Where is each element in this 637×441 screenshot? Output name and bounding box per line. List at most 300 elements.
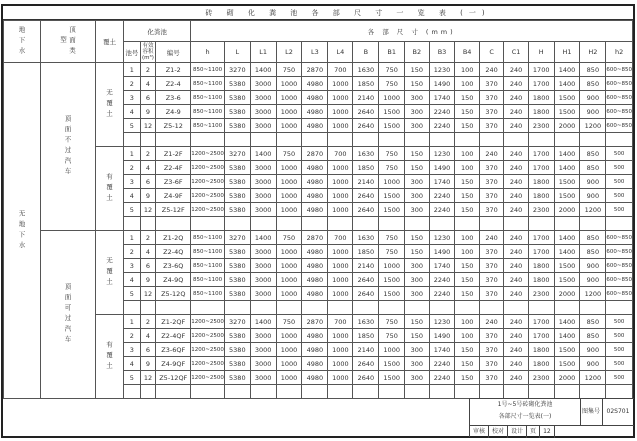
atlas-number: 02S701 bbox=[606, 408, 630, 415]
cell: 240 bbox=[504, 161, 528, 175]
cell: 5380 bbox=[224, 259, 250, 273]
cell: Z2-4Q bbox=[156, 245, 191, 259]
cell: 1740 bbox=[429, 91, 455, 105]
cell bbox=[580, 217, 606, 231]
cell bbox=[528, 217, 554, 231]
cell: Z3-6 bbox=[156, 91, 191, 105]
cell: 850 bbox=[580, 315, 606, 329]
cell: 3 bbox=[124, 259, 141, 273]
cell: 2640 bbox=[353, 357, 379, 371]
cell: 5 bbox=[124, 203, 141, 217]
cell: 370 bbox=[479, 203, 503, 217]
cell: Z1-2F bbox=[156, 147, 191, 161]
cell: 300 bbox=[405, 91, 429, 105]
cell: 4 bbox=[140, 161, 156, 175]
cell: 2000 bbox=[554, 287, 580, 301]
cell bbox=[429, 217, 455, 231]
cell: 1200~2500 bbox=[191, 189, 225, 203]
cell: 150 bbox=[455, 287, 479, 301]
cell: 9 bbox=[140, 357, 156, 371]
cell: 1000 bbox=[276, 371, 302, 385]
cell: 3270 bbox=[224, 147, 250, 161]
cell: 850~1100 bbox=[191, 273, 225, 287]
cell: 4980 bbox=[302, 189, 328, 203]
cell bbox=[224, 217, 250, 231]
cell: 3270 bbox=[224, 315, 250, 329]
cover-label: 无覆土 bbox=[96, 63, 124, 147]
cell: 300 bbox=[405, 175, 429, 189]
cell: 1400 bbox=[554, 77, 580, 91]
cell: 500 bbox=[606, 343, 633, 357]
table-row bbox=[4, 147, 633, 161]
cell: 100 bbox=[455, 231, 479, 245]
cell: 2 bbox=[140, 63, 156, 77]
cell: 150 bbox=[405, 77, 429, 91]
cell: 1400 bbox=[554, 161, 580, 175]
cell: 1000 bbox=[276, 203, 302, 217]
cell: 750 bbox=[276, 231, 302, 245]
cell: 1200~2500 bbox=[191, 371, 225, 385]
cell: 1800 bbox=[528, 273, 554, 287]
cell: 1200~2500 bbox=[191, 315, 225, 329]
cell: 1700 bbox=[528, 77, 554, 91]
cell: 2 bbox=[140, 231, 156, 245]
cell: 1740 bbox=[429, 343, 455, 357]
cover-label: 无覆土 bbox=[96, 231, 124, 315]
review-label: 审核 bbox=[470, 426, 489, 438]
cell: 370 bbox=[479, 371, 503, 385]
cell: 2240 bbox=[429, 357, 455, 371]
cell: 1700 bbox=[528, 329, 554, 343]
cell: 4 bbox=[124, 105, 141, 119]
cell: 4980 bbox=[302, 77, 328, 91]
cell bbox=[124, 133, 141, 147]
cell: 500 bbox=[606, 189, 633, 203]
cell: 700 bbox=[328, 63, 353, 77]
cell: 500 bbox=[606, 203, 633, 217]
cell: 1500 bbox=[379, 189, 405, 203]
cell: 370 bbox=[479, 119, 503, 133]
cell bbox=[276, 301, 302, 315]
cell: 1850 bbox=[353, 77, 379, 91]
cell: 1700 bbox=[528, 315, 554, 329]
cell: 1500 bbox=[554, 105, 580, 119]
cell: 500 bbox=[606, 315, 633, 329]
cell: 370 bbox=[479, 161, 503, 175]
cell: 2 bbox=[124, 245, 141, 259]
cell: 600~850 bbox=[606, 119, 633, 133]
cell: 1400 bbox=[554, 329, 580, 343]
cell: 370 bbox=[479, 343, 503, 357]
groundwater-label: 无地下水 bbox=[4, 63, 41, 399]
cell: 100 bbox=[455, 329, 479, 343]
cell bbox=[554, 217, 580, 231]
cell: 4 bbox=[140, 245, 156, 259]
cell bbox=[405, 301, 429, 315]
cell: 150 bbox=[405, 147, 429, 161]
cell: 150 bbox=[455, 357, 479, 371]
header-volume: 有效容积(m³) bbox=[142, 43, 154, 61]
cell: 850 bbox=[580, 231, 606, 245]
cell: 3 bbox=[124, 343, 141, 357]
cell: 750 bbox=[379, 329, 405, 343]
header-pool-no: 池号 bbox=[124, 42, 141, 63]
cell: 4980 bbox=[302, 357, 328, 371]
cell: Z3-6QF bbox=[156, 343, 191, 357]
cell: 700 bbox=[328, 147, 353, 161]
cell: 750 bbox=[276, 315, 302, 329]
cell: 370 bbox=[479, 77, 503, 91]
cell: 2640 bbox=[353, 287, 379, 301]
cell: 1800 bbox=[528, 91, 554, 105]
cell: 850 bbox=[580, 147, 606, 161]
cell: 850~1100 bbox=[191, 259, 225, 273]
cell bbox=[302, 301, 328, 315]
cell: 1000 bbox=[328, 357, 353, 371]
cell: 1400 bbox=[554, 315, 580, 329]
cell bbox=[528, 133, 554, 147]
cell: 5380 bbox=[224, 343, 250, 357]
cell: 5380 bbox=[224, 203, 250, 217]
cell: 1400 bbox=[554, 231, 580, 245]
cell: 900 bbox=[580, 105, 606, 119]
cell: 2870 bbox=[302, 63, 328, 77]
cell: 5 bbox=[124, 287, 141, 301]
cell: 1400 bbox=[250, 63, 276, 77]
cell: 750 bbox=[276, 147, 302, 161]
cell: 4980 bbox=[302, 175, 328, 189]
cell bbox=[156, 301, 191, 315]
cell bbox=[353, 301, 379, 315]
cell: 4980 bbox=[302, 245, 328, 259]
header-dim-16: h2 bbox=[606, 42, 633, 63]
cell: 4980 bbox=[302, 105, 328, 119]
cell: 600~850 bbox=[606, 63, 633, 77]
cell: 1630 bbox=[353, 315, 379, 329]
cell: 5380 bbox=[224, 175, 250, 189]
cell bbox=[353, 133, 379, 147]
cell: 1490 bbox=[429, 161, 455, 175]
cell: 4980 bbox=[302, 273, 328, 287]
cell: 2240 bbox=[429, 287, 455, 301]
cell: 2870 bbox=[302, 315, 328, 329]
cell: 150 bbox=[455, 105, 479, 119]
cell: 1500 bbox=[379, 105, 405, 119]
cell bbox=[606, 301, 633, 315]
cell: 1000 bbox=[328, 245, 353, 259]
cell: 100 bbox=[455, 161, 479, 175]
cell: 2140 bbox=[353, 259, 379, 273]
cell: 12 bbox=[140, 371, 156, 385]
cell: 1800 bbox=[528, 259, 554, 273]
cell: 100 bbox=[455, 63, 479, 77]
cell: 1200 bbox=[580, 119, 606, 133]
cell bbox=[580, 133, 606, 147]
cell: 1740 bbox=[429, 175, 455, 189]
cell: 1000 bbox=[328, 161, 353, 175]
cell bbox=[191, 301, 225, 315]
cell: 5380 bbox=[224, 371, 250, 385]
cell: 1850 bbox=[353, 245, 379, 259]
cell: 1000 bbox=[379, 343, 405, 357]
cell: 2300 bbox=[528, 119, 554, 133]
cell: 5380 bbox=[224, 105, 250, 119]
cell: 500 bbox=[606, 371, 633, 385]
cell: 1 bbox=[124, 315, 141, 329]
cell: 6 bbox=[140, 343, 156, 357]
cell: 850 bbox=[580, 329, 606, 343]
cell: 5380 bbox=[224, 287, 250, 301]
cell: 240 bbox=[479, 231, 503, 245]
cell bbox=[405, 217, 429, 231]
cell: 2 bbox=[140, 315, 156, 329]
cell: 1200~2500 bbox=[191, 357, 225, 371]
cell: 750 bbox=[379, 161, 405, 175]
cell: 9 bbox=[140, 189, 156, 203]
cell: 1000 bbox=[276, 287, 302, 301]
cell: 6 bbox=[140, 175, 156, 189]
cell bbox=[479, 301, 503, 315]
cell: 500 bbox=[606, 329, 633, 343]
header-dim-12: C1 bbox=[504, 42, 528, 63]
cell: 1000 bbox=[328, 343, 353, 357]
cell: 850~1100 bbox=[191, 231, 225, 245]
header-dim-8: B2 bbox=[405, 42, 429, 63]
cell bbox=[455, 217, 479, 231]
cell: Z2-4QF bbox=[156, 329, 191, 343]
header-dim-3: L2 bbox=[276, 42, 302, 63]
cell: 900 bbox=[580, 91, 606, 105]
cell: 500 bbox=[606, 161, 633, 175]
cell: 2300 bbox=[528, 287, 554, 301]
cell bbox=[455, 133, 479, 147]
cell bbox=[302, 217, 328, 231]
cell bbox=[124, 301, 141, 315]
cell: Z5-12Q bbox=[156, 287, 191, 301]
cell bbox=[302, 133, 328, 147]
cell: 150 bbox=[405, 63, 429, 77]
cell: 1500 bbox=[379, 287, 405, 301]
cell: 300 bbox=[405, 203, 429, 217]
cell: Z2-4F bbox=[156, 161, 191, 175]
cell: 240 bbox=[504, 105, 528, 119]
cell: 2240 bbox=[429, 105, 455, 119]
cell bbox=[191, 217, 225, 231]
header-dim-7: B1 bbox=[379, 42, 405, 63]
cell: 4980 bbox=[302, 91, 328, 105]
cell: 100 bbox=[455, 315, 479, 329]
header-dim-6: B bbox=[353, 42, 379, 63]
cell: 1230 bbox=[429, 315, 455, 329]
cell: 6 bbox=[140, 259, 156, 273]
cell: 1630 bbox=[353, 147, 379, 161]
cell: 2140 bbox=[353, 91, 379, 105]
cell: 2240 bbox=[429, 273, 455, 287]
cell: 3000 bbox=[250, 175, 276, 189]
cell bbox=[580, 301, 606, 315]
cell: 4980 bbox=[302, 371, 328, 385]
cell: 370 bbox=[479, 287, 503, 301]
cell: 1200~2500 bbox=[191, 161, 225, 175]
cell: 1000 bbox=[276, 273, 302, 287]
cell: 3000 bbox=[250, 161, 276, 175]
cell: Z4-9QF bbox=[156, 357, 191, 371]
cell: 100 bbox=[455, 147, 479, 161]
cell: 1400 bbox=[554, 147, 580, 161]
cell: 240 bbox=[504, 245, 528, 259]
cell: 600~850 bbox=[606, 231, 633, 245]
cell: 370 bbox=[479, 105, 503, 119]
cell bbox=[140, 301, 156, 315]
cell: 750 bbox=[276, 63, 302, 77]
header-dim-5: L4 bbox=[328, 42, 353, 63]
cell bbox=[328, 217, 353, 231]
cell: 150 bbox=[455, 203, 479, 217]
cell: 240 bbox=[504, 315, 528, 329]
cell: 240 bbox=[504, 371, 528, 385]
cell bbox=[250, 301, 276, 315]
cell: 4 bbox=[140, 329, 156, 343]
header-pool-group: 化粪池 bbox=[124, 21, 191, 42]
cell bbox=[276, 133, 302, 147]
cell: 2 bbox=[124, 77, 141, 91]
cell: 3000 bbox=[250, 245, 276, 259]
cell: 4 bbox=[124, 273, 141, 287]
cell: 300 bbox=[405, 119, 429, 133]
cell: 1000 bbox=[276, 245, 302, 259]
cell bbox=[379, 217, 405, 231]
cell: Z3-6Q bbox=[156, 259, 191, 273]
cell: 3000 bbox=[250, 77, 276, 91]
cell: 300 bbox=[405, 273, 429, 287]
cell: 300 bbox=[405, 287, 429, 301]
header-dim-0: h bbox=[191, 42, 225, 63]
cell: 240 bbox=[504, 203, 528, 217]
cell: 1800 bbox=[528, 175, 554, 189]
cell: 1400 bbox=[250, 231, 276, 245]
cell: Z4-9F bbox=[156, 189, 191, 203]
cell: 150 bbox=[405, 329, 429, 343]
table-row bbox=[4, 315, 633, 329]
cell: 700 bbox=[328, 315, 353, 329]
cell: 850 bbox=[580, 245, 606, 259]
cell: 2640 bbox=[353, 273, 379, 287]
cell bbox=[504, 133, 528, 147]
cell: 150 bbox=[455, 273, 479, 287]
cell bbox=[353, 217, 379, 231]
drawing-name-line1: 1号~5号砖砌化粪池 bbox=[497, 401, 553, 408]
cover-label: 有覆土 bbox=[96, 147, 124, 231]
cell: 3000 bbox=[250, 189, 276, 203]
table-row bbox=[4, 231, 633, 245]
cell: 2 bbox=[124, 161, 141, 175]
cell: 500 bbox=[606, 147, 633, 161]
cell: 600~850 bbox=[606, 245, 633, 259]
cell: 1200~2500 bbox=[191, 147, 225, 161]
cell: 240 bbox=[504, 329, 528, 343]
cell: 3000 bbox=[250, 357, 276, 371]
cell: 600~850 bbox=[606, 287, 633, 301]
header-dim-2: L1 bbox=[250, 42, 276, 63]
cell: 1 bbox=[124, 63, 141, 77]
cell: 1000 bbox=[328, 329, 353, 343]
cell: 1000 bbox=[328, 105, 353, 119]
cell: 850~1100 bbox=[191, 105, 225, 119]
cell: 1400 bbox=[554, 63, 580, 77]
dimension-table bbox=[3, 20, 633, 399]
cell: 150 bbox=[455, 91, 479, 105]
header-dim-10: B4 bbox=[455, 42, 479, 63]
cell: 2240 bbox=[429, 119, 455, 133]
cell: 850 bbox=[580, 77, 606, 91]
cell: 1800 bbox=[528, 357, 554, 371]
cell: 1000 bbox=[379, 91, 405, 105]
cell: 750 bbox=[379, 147, 405, 161]
cell: 4980 bbox=[302, 287, 328, 301]
cell: 5 bbox=[124, 119, 141, 133]
cell: 150 bbox=[455, 371, 479, 385]
cell: 12 bbox=[140, 119, 156, 133]
cell: 300 bbox=[405, 343, 429, 357]
cell: 370 bbox=[479, 189, 503, 203]
cell: 9 bbox=[140, 273, 156, 287]
table-row bbox=[4, 63, 633, 77]
check-label: 校对 bbox=[489, 426, 508, 438]
cell bbox=[504, 301, 528, 315]
page-label: 页 bbox=[527, 426, 540, 438]
cell: 240 bbox=[504, 63, 528, 77]
cell: 1500 bbox=[379, 273, 405, 287]
header-dim-1: L bbox=[224, 42, 250, 63]
cell: 2240 bbox=[429, 189, 455, 203]
cell: 750 bbox=[379, 63, 405, 77]
cell bbox=[250, 217, 276, 231]
top-type-label: 顶面不过汽车 bbox=[41, 63, 96, 231]
cell: 1000 bbox=[276, 91, 302, 105]
cell: 370 bbox=[479, 91, 503, 105]
cell: 1230 bbox=[429, 63, 455, 77]
cell: 1 bbox=[124, 147, 141, 161]
cell: 150 bbox=[455, 175, 479, 189]
header-dim-9: B3 bbox=[429, 42, 455, 63]
header-dim-13: H bbox=[528, 42, 554, 63]
cell bbox=[528, 301, 554, 315]
cell: 3 bbox=[124, 91, 141, 105]
cell: 500 bbox=[606, 175, 633, 189]
cell bbox=[140, 217, 156, 231]
cell: 850 bbox=[580, 63, 606, 77]
cell: 1500 bbox=[379, 371, 405, 385]
header-dim-4: L3 bbox=[302, 42, 328, 63]
cell: 1200~2500 bbox=[191, 329, 225, 343]
cell: 750 bbox=[379, 245, 405, 259]
cell bbox=[606, 217, 633, 231]
cell: 240 bbox=[504, 119, 528, 133]
cell: 240 bbox=[504, 343, 528, 357]
cell: 3000 bbox=[250, 371, 276, 385]
cell: 2640 bbox=[353, 371, 379, 385]
cell: 12 bbox=[140, 287, 156, 301]
cell bbox=[379, 133, 405, 147]
cell: 750 bbox=[379, 315, 405, 329]
cell: 4980 bbox=[302, 259, 328, 273]
cell: 1400 bbox=[250, 315, 276, 329]
cell: 600~850 bbox=[606, 77, 633, 91]
footer bbox=[3, 396, 633, 436]
cell: 240 bbox=[479, 63, 503, 77]
cell bbox=[554, 133, 580, 147]
cell bbox=[124, 217, 141, 231]
